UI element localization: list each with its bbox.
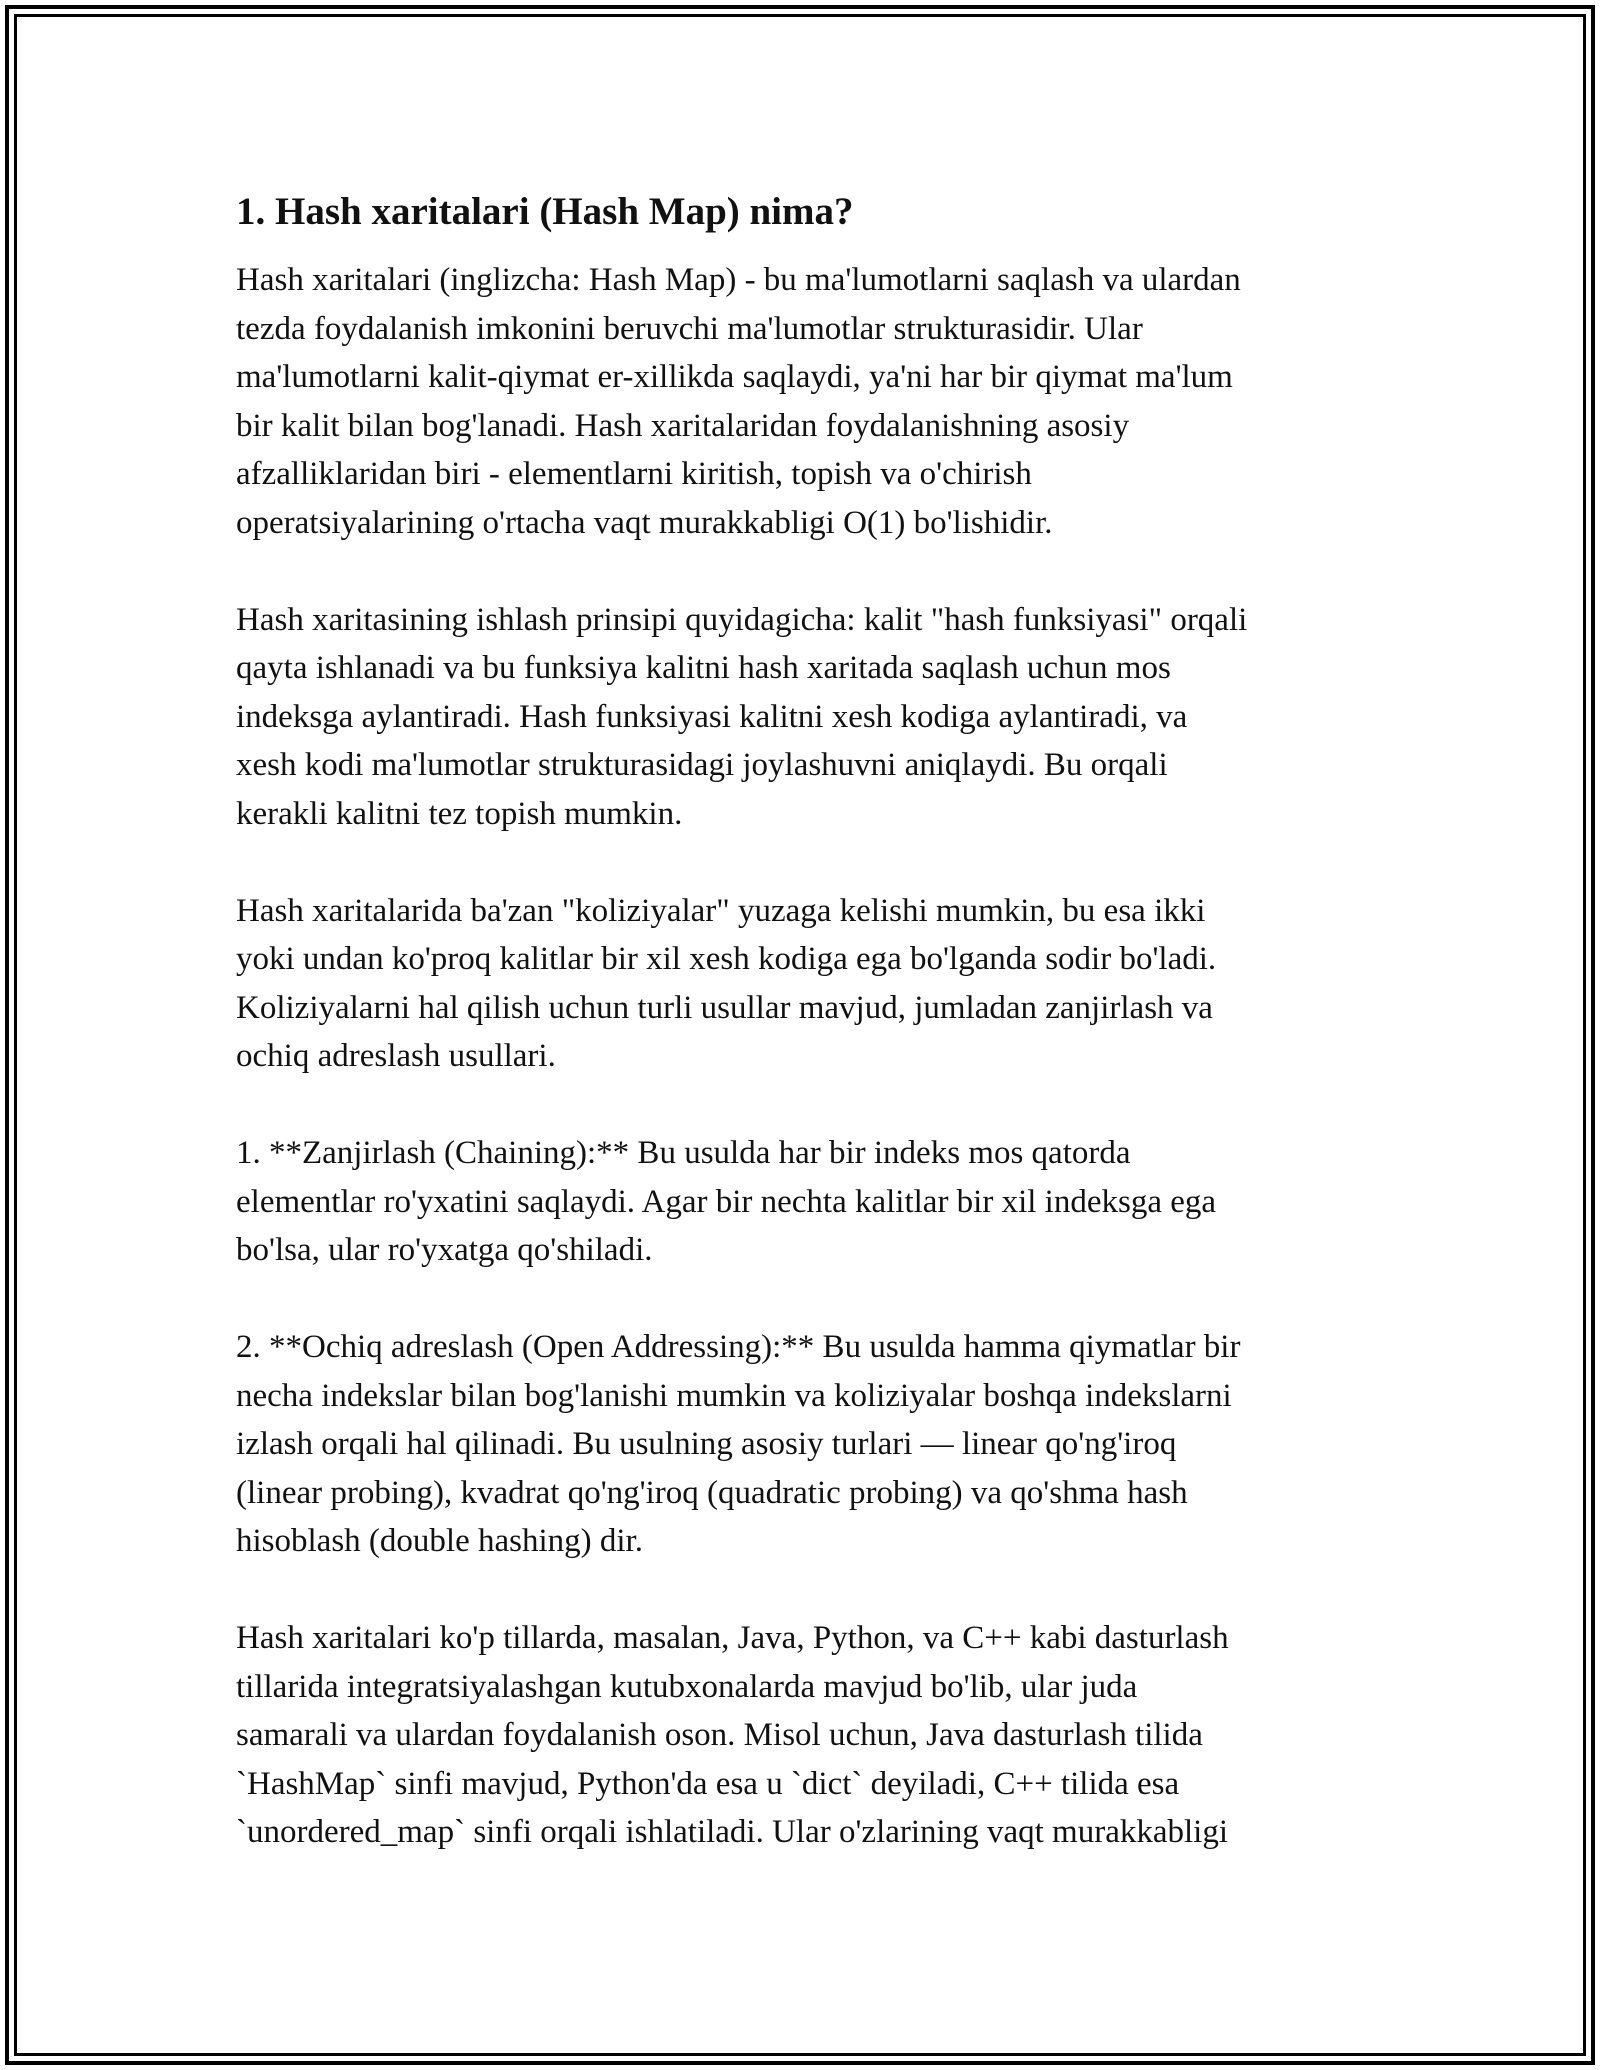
paragraph-intro: Hash xaritalari (inglizcha: Hash Map) - bu ma'lumotlarni saqlash va ulardan tezda foydalanish imkonini beruvchi ma'lumotlar strukturasidir. Ular ma'lumotlarni kalit-qiymat er-xillikda saqlaydi, ya'ni har bir qiymat ma'lum bir kalit bilan bog'lanadi. Hash xaritalaridan foydalanishning asosiy afzalliklaridan biri - elementlarni kiritish, topish va o'chirish operatsiyalarining o'rtacha vaqt murakkabligi O(1) bo'lishidir. (236, 262, 1241, 541)
paragraph-principle: Hash xaritasining ishlash prinsipi quyidagicha: kalit "hash funksiyasi" orqali qayta ishlanadi va bu funksiya kalitni hash xaritada saqlash uchun mos indeksga aylantiradi. Hash funksiyasi kalitni xesh kodiga aylantiradi, va xesh kodi ma'lumotlar strukturasidagi joylashuvni aniqlaydi. Bu orqali kerakli kalitni tez topish mumkin. (236, 601, 1248, 832)
paragraph-languages: Hash xaritalari ko'p tillarda, masalan, Java, Python, va C++ kabi dasturlash tillarida integratsiyalashgan kutubxonalarda mavjud bo'lib, ular juda samarali va ulardan foydalanish oson. Misol uchun, Java dasturlash tilida `HashMap` sinfi mavjud, Python'da esa u `dict` deyiladi, C++ tilida esa `unordered_map` sinfi orqali ishlatiladi. Ular o'zlarining vaqt murakkabligi (236, 1620, 1229, 1850)
paragraph-chaining: 1. **Zanjirlash (Chaining):** Bu usulda har bir indeks mos qatorda elementlar ro'yxatini saqlaydi. Agar bir nechta kalitlar bir xil indeksga ega bo'lsa, ular ro'yxatga qo'shiladi. (236, 1135, 1217, 1268)
document-body (236, 188, 1386, 1905)
paragraph-open-addressing: 2. **Ochiq adreslash (Open Addressing):** Bu usulda hamma qiymatlar bir necha indekslar bilan bog'lanishi mumkin va koliziyalar boshqa indekslarni izlash orqali hal qilinadi. Bu usulning asosiy turlari — linear qo'ng'iroq (linear probing), kvadrat qo'ng'iroq (quadratic probing) va qo'shma hash hisoblash (double hashing) dir. (236, 1329, 1241, 1559)
paragraph-collisions: Hash xaritalarida ba'zan "koliziyalar" yuzaga kelishi mumkin, bu esa ikki yoki undan ko'proq kalitlar bir xil xesh kodiga ega bo'lganda sodir bo'ladi. Koliziyalarni hal qilish uchun turli usullar mavjud, jumladan zanjirlash va ochiq adreslash usullari. (236, 892, 1217, 1074)
section-heading: 1. Hash xaritalari (Hash Map) nima? (236, 190, 854, 233)
